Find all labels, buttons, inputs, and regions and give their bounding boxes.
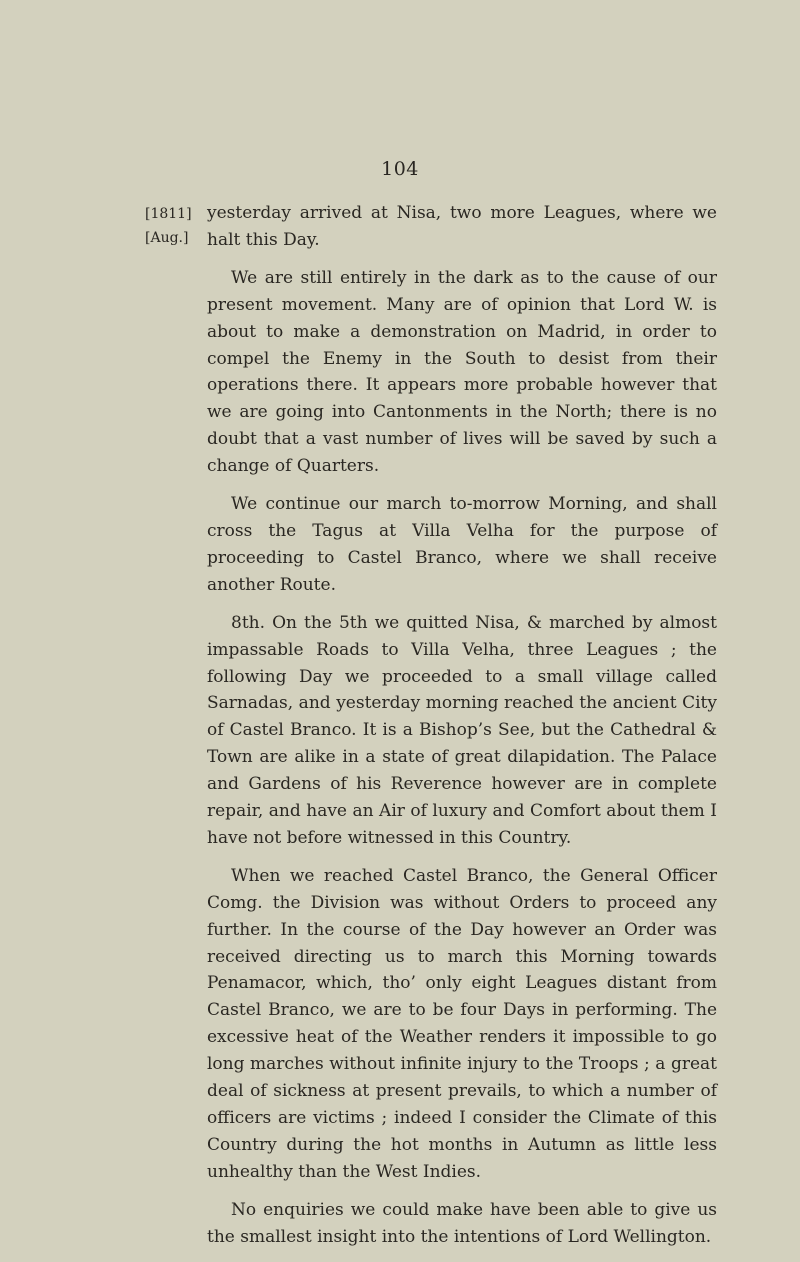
paragraph: 8th. On the 5th we quitted Nisa, & marched by almost impassable Roads to Villa Velha, three Leagues ; the following Day we proceeded to a small village called Sarnadas, and yesterday morning reached the ancient City of Castel Branco. It is a Bishop’s See, but the Cathedral & Town are alike in a state of great dilapidation. The Palace and Gardens of his Reverence however are in complete repair, and have an Air of luxury and Comfort about them I have not before witnessed in this Country. bbox=[207, 612, 717, 848]
paragraph: No enquiries we could make have been able to give us the smallest insight into the intentions of Lord Wellington. bbox=[207, 1199, 717, 1247]
margin-note-month: [Aug.] bbox=[145, 230, 189, 246]
paragraph: When we reached Castel Branco, the General Officer Comg. the Division was without Orders to proceed any further. In the course of the Day however an Order was received directing us to march this Morning towards Penamacor, which, tho’ only eight Leagues distant from Castel Branco, we are to be four Days in performing. The excessive heat of the Weather renders it impossible to go long marches without infinite injury to the Troops ; a great deal of sickness at present prevails, to which a number of officers are victims ; indeed I consider the Climate of this Country during the hot months in Autumn as little less unhealthy than the West Indies. bbox=[207, 865, 717, 1182]
margin-note bbox=[145, 202, 201, 250]
paragraph: We continue our march to-morrow Morning, and shall cross the Tagus at Villa Velha for the purpose of proceeding to Castel Branco, where we shall receive another Route. bbox=[207, 494, 717, 595]
paragraph: We are still entirely in the dark as to the cause of our present movement. Many are of opinion that Lord W. is about to make a demonstration on Madrid, in order to compel the Enemy in the South to desist from their operations there. It appears more probable however that we are going into Cantonments in the North; there is no doubt that a vast number of lives will be saved by such a change of Quarters. bbox=[207, 267, 717, 477]
body-text bbox=[207, 200, 717, 1262]
margin-note-year: [1811] bbox=[145, 206, 192, 222]
paragraph: yesterday arrived at Nisa, two more Leagues, where we halt this Day. bbox=[207, 203, 717, 250]
page-number: 104 bbox=[381, 158, 419, 180]
